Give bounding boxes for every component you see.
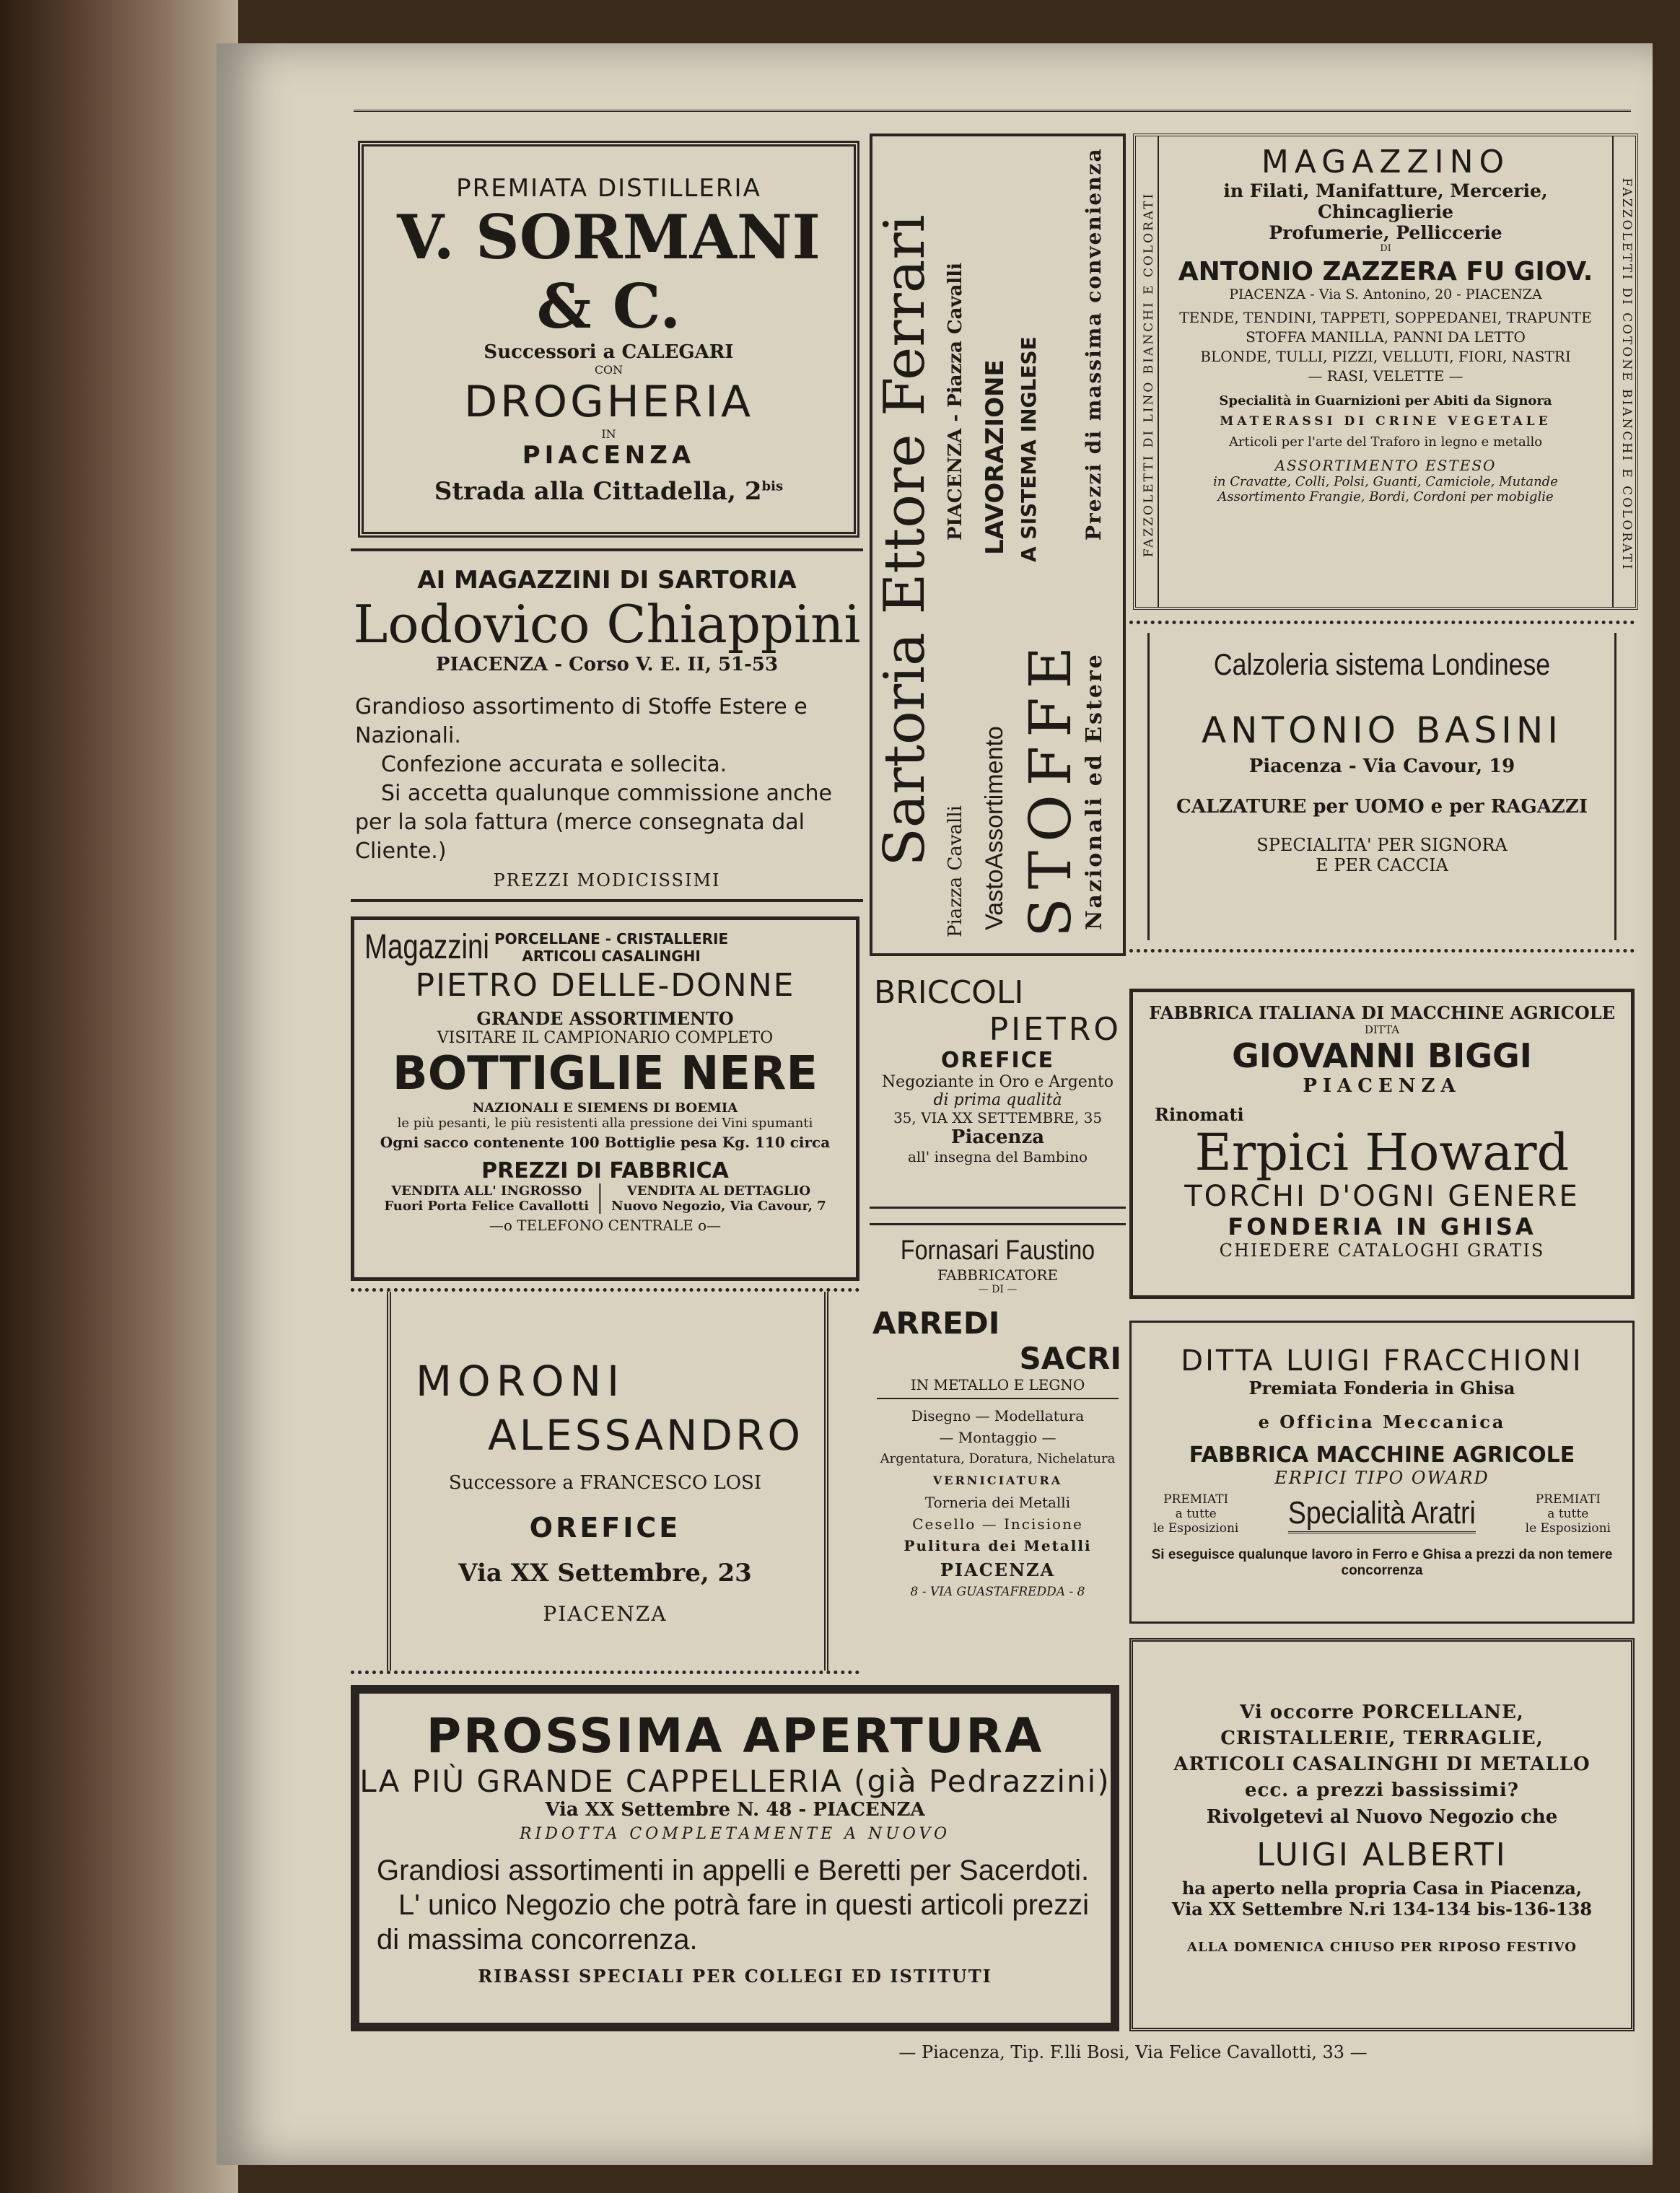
fornasari-line4: ARREDI (872, 1305, 1000, 1341)
zazzera-line2: in Filati, Manifatture, Mercerie, Chincaglierie (1223, 180, 1548, 222)
delledonne-line10: PREZZI DI FABBRICA (481, 1158, 729, 1183)
ad-biggi (1129, 989, 1635, 1299)
delledonne-line11a: VENDITA ALL' INGROSSO (391, 1183, 582, 1199)
moroni-line1: MORONI (416, 1357, 626, 1406)
fornasari-line13: Pulitura dei Metalli (904, 1537, 1092, 1554)
zazzera-line8: BLONDE, TULLI, PIZZI, VELLUTI, FIORI, NASTRI (1200, 348, 1571, 365)
biggi-line3: PIACENZA (1303, 1075, 1461, 1097)
biggi-line5: Erpici Howard (1194, 1123, 1570, 1182)
fornasari-line2: FABBRICATORE (937, 1266, 1058, 1284)
zazzera-line1: MAGAZZINO (1261, 144, 1510, 180)
fracchioni-line4: ERPICI TIPO OWARD (1274, 1468, 1489, 1488)
book-binding (0, 0, 238, 2193)
ad-briccoli (870, 967, 1126, 1209)
biggi-line4: Rinomati (1155, 1104, 1244, 1125)
moroni-line3: Successore a FRANCESCO LOSI (448, 1472, 762, 1494)
basini-line1: Calzoleria sistema Londinese (1213, 647, 1551, 681)
briccoli-line8: all' insegna del Bambino (907, 1148, 1088, 1165)
fracchioni-line1: Premiata Fonderia in Ghisa (1248, 1378, 1515, 1398)
chiappini-line1: AI MAGAZZINI DI SARTORIA (417, 566, 797, 595)
fornasari-line12: Cesello — Incisione (912, 1515, 1083, 1533)
fracchioni-pb-right: a tutte (1547, 1507, 1589, 1521)
delledonne-line4: GRANDE ASSORTIMENTO (476, 1008, 734, 1029)
zazzera-sideL: FAZZOLETTI DI LINO BIANCHI E COLORATI (1142, 191, 1156, 558)
ferrari-v6: A SISTEMA INGLESE (1017, 336, 1041, 562)
basini-line4: SPECIALITA' PER SIGNORA (1256, 835, 1508, 855)
fracchioni-pa-left: PREMIATI (1163, 1492, 1229, 1507)
basini-line2: Piacenza - Via Cavour, 19 (1248, 756, 1515, 777)
alberti-line3: ha aperto nella propria Casa in Piacenza, (1181, 1878, 1583, 1899)
zazzera-line4: DI (1380, 243, 1391, 254)
biggi-name: GIOVANNI BIGGI (1232, 1036, 1532, 1075)
zazzera-name: ANTONIO ZAZZERA FU GIOV. (1178, 257, 1593, 286)
ad-alberti (1129, 1638, 1635, 2031)
sormani-line5: IN (601, 427, 616, 441)
sormani-line7: Strada alla Cittadella, 2 (434, 477, 762, 506)
zazzera-line14: in Cravatte, Colli, Polsi, Guanti, Camiciole, Mutande (1213, 474, 1558, 489)
ad-cappelleria (351, 1685, 1119, 2031)
ferrari-v7: STOFFE (1017, 637, 1084, 937)
fornasari-line15: 8 - VIA GUASTAFREDDA - 8 (910, 1585, 1085, 1599)
cappelleria-line3: Via XX Settembre N. 48 - PIACENZA (545, 1799, 925, 1821)
sormani-line4: DROGHERIA (463, 377, 754, 427)
ferrari-v8: Prezzi di massima convenienza (1082, 147, 1106, 540)
ad-fracchioni (1129, 1321, 1635, 1624)
delledonne-line11b: Fuori Porta Felice Cavallotti (384, 1199, 590, 1214)
cappelleria-line5: Grandiosi assortimenti in appelli e Beretti per Sacerdoti. (377, 1855, 1090, 1886)
ad-ferrari (870, 133, 1126, 956)
briccoli-line2: PIETRO (989, 1011, 1121, 1048)
delledonne-line12a: VENDITA AL DETTAGLIO (626, 1183, 811, 1199)
fornasari-line5: SACRI (1019, 1341, 1121, 1376)
biggi-line2: DITTA (1364, 1023, 1400, 1036)
moroni-line6: PIACENZA (543, 1602, 668, 1626)
fracchioni-line6: Si eseguisce qualunque lavoro in Ferro e Ghisa a prezzi da non temere concorrenza (1151, 1547, 1613, 1578)
fornasari-line10: VERNICIATURA (932, 1474, 1063, 1487)
fornasari-line3: — DI — (978, 1284, 1018, 1295)
zazzera-line3: Profumerie, Pelliccerie (1269, 222, 1502, 243)
zazzera-line9: — RASI, VELETTE — (1308, 367, 1464, 385)
sormani-line2: Successori a CALEGARI (484, 341, 734, 363)
moroni-line4: OREFICE (529, 1512, 681, 1544)
fracchioni-pb-left: a tutte (1175, 1507, 1217, 1521)
cappelleria-line4: RIDOTTA COMPLETAMENTE A NUOVO (519, 1825, 950, 1843)
cappelleria-line7: RIBASSI SPECIALI PER COLLEGI ED ISTITUTI (478, 1966, 992, 1987)
zazzera-line7: STOFFA MANILLA, PANNI DA LETTO (1246, 328, 1526, 346)
ferrari-v4: VastoAssortimento (981, 726, 1008, 930)
ad-fornasari (870, 1223, 1126, 1671)
basini-line3: CALZATURE per UOMO e per RAGAZZI (1176, 796, 1588, 818)
briccoli-line6: 35, VIA XX SETTEMBRE, 35 (893, 1109, 1103, 1126)
chiappini-p3: Si accetta qualunque commissione anche per la sola fattura (merce consegnata dal Cliente.) (355, 781, 832, 864)
cappelleria-line2: LA PIÙ GRANDE CAPPELLERIA (già Pedrazzini) (359, 1764, 1111, 1799)
zazzera-line15: Assortimento Frangie, Bordi, Cordoni per mobiglie (1217, 489, 1554, 504)
ad-basini (1129, 621, 1635, 953)
fracchioni-line2: e Officina Meccanica (1258, 1411, 1506, 1432)
fornasari-line1: Fornasari Faustino (900, 1235, 1095, 1266)
newspaper-page (216, 43, 1653, 2165)
delledonne-line8: le più pesanti, le più resistenti alla pressione dei Vini spumanti (397, 1116, 813, 1131)
briccoli-line4: Negoziante in Oro e Argento (881, 1073, 1114, 1091)
fornasari-line8: — Montaggio — (939, 1429, 1056, 1446)
zazzera-line10: Specialità in Guarnizioni per Abiti da Signora (1219, 393, 1552, 408)
sormani-line6: PIACENZA (522, 441, 696, 470)
biggi-line8: CHIEDERE CATALOGHI GRATIS (1219, 1240, 1545, 1261)
alberti-name: LUIGI ALBERTI (1256, 1837, 1508, 1873)
sormani-line1: PREMIATA DISTILLERIA (456, 174, 761, 203)
delledonne-line6: BOTTIGLIE NERE (392, 1047, 818, 1100)
chiappini-p2: Confezione accurata e sollecita. (381, 752, 727, 777)
page-footer: — Piacenza, Tip. F.lli Bosi, Via Felice Cavallotti, 33 — (898, 2042, 1368, 2062)
fracchioni-name: DITTA LUIGI FRACCHIONI (1181, 1344, 1583, 1378)
cappelleria-line6: L' unico Negozio che potrà fare in questi articoli prezzi di massima concorrenza. (377, 1889, 1090, 1956)
biggi-line6: TORCHI D'OGNI GENERE (1184, 1180, 1580, 1213)
fracchioni-line5: Specialità Aratri (1288, 1495, 1476, 1533)
alberti-line2: Rivolgetevi al Nuovo Negozio che (1206, 1806, 1558, 1828)
fornasari-line7: Disegno — Modellatura (911, 1407, 1085, 1424)
alberti-line1: Vi occorre PORCELLANE, CRISTALLERIE, TERRAGLIE, ARTICOLI CASALINGHI DI METALLO ecc. a prezzi bassissimi? (1173, 1702, 1591, 1801)
biggi-line1: FABBRICA ITALIANA DI MACCHINE AGRICOLE (1149, 1002, 1615, 1023)
sormani-name: V. SORMANI & C. (397, 201, 821, 342)
fornasari-line14: PIACENZA (940, 1559, 1056, 1580)
zazzera-line12: Articoli per l'arte del Traforo in legno e metallo (1228, 434, 1543, 450)
moroni-line2: ALESSANDRO (488, 1411, 804, 1460)
delledonne-line13: —o TELEFONO CENTRALE o— (489, 1217, 722, 1234)
zazzera-line11: MATERASSI DI CRINE VEGETALE (1220, 414, 1552, 429)
delledonne-line9: Ogni sacco contenente 100 Bottiglie pesa Kg. 110 circa (380, 1134, 831, 1151)
fracchioni-pc-left: le Esposizioni (1153, 1521, 1239, 1536)
ad-sormani (358, 141, 859, 538)
delledonne-line3: ARTICOLI CASALINGHI (522, 947, 701, 965)
delledonne-line1: Magazzini (364, 928, 489, 966)
sormani-sup: bis (761, 478, 784, 494)
zazzera-sideR: FAZZOLETTI DI COTONE BIANCHI E COLORATI (1619, 178, 1634, 572)
zazzera-line6: TENDE, TENDINI, TAPPETI, SOPPEDANEI, TRAPUNTE (1179, 309, 1592, 326)
delledonne-name: PIETRO DELLE-DONNE (415, 967, 795, 1004)
alberti-line4: Via XX Settembre N.ri 134-134 bis-136-138 (1171, 1899, 1593, 1920)
ferrari-v5: LAVORAZIONE (981, 359, 1010, 555)
basini-name: ANTONIO BASINI (1201, 709, 1563, 751)
briccoli-line5: di prima qualità (933, 1091, 1062, 1109)
briccoli-line1: BRICCOLI (874, 974, 1024, 1011)
fracchioni-pa-right: PREMIATI (1535, 1492, 1601, 1507)
chiappini-name: Lodovico Chiappini (353, 594, 861, 655)
ferrari-v9: Nazionali ed Estere (1082, 652, 1107, 930)
alberti-line5: ALLA DOMENICA CHIUSO PER RIPOSO FESTIVO (1187, 1940, 1577, 1955)
zazzera-line13: ASSORTIMENTO ESTESO (1274, 457, 1497, 474)
chiappini-p1: Grandioso assortimento di Stoffe Estere e Nazionali. (355, 694, 808, 748)
biggi-line7: FONDERIA IN GHISA (1228, 1213, 1536, 1240)
fracchioni-line3: FABBRICA MACCHINE AGRICOLE (1189, 1443, 1575, 1468)
fornasari-line11: Torneria dei Metalli (924, 1494, 1071, 1511)
chiappini-addr: PIACENZA - Corso V. E. II, 51-53 (435, 654, 779, 675)
briccoli-line7: Piacenza (950, 1126, 1045, 1148)
ad-zazzera (1133, 133, 1638, 610)
top-rule (354, 110, 1631, 112)
cappelleria-line1: PROSSIMA APERTURA (426, 1708, 1044, 1764)
fornasari-line9: Argentatura, Doratura, Nichelatura (880, 1451, 1116, 1466)
ferrari-v2: Piazza Cavalli (945, 805, 966, 937)
delledonne-line12b: Nuovo Negozio, Via Cavour, 7 (611, 1199, 826, 1214)
ferrari-v1: Sartoria Ettore Ferrari (872, 214, 937, 867)
delledonne-line7: NAZIONALI E SIEMENS DI BOEMIA (472, 1100, 738, 1116)
ferrari-v3: PIACENZA - Piazza Cavalli (945, 262, 966, 540)
ad-moroni (351, 1288, 859, 1674)
fracchioni-pc-right: le Esposizioni (1525, 1521, 1611, 1536)
fornasari-line6: IN METALLO E LEGNO (877, 1376, 1119, 1399)
moroni-line5: Via XX Settembre, 23 (458, 1559, 752, 1588)
delledonne-line5: VISITARE IL CAMPIONARIO COMPLETO (437, 1029, 774, 1047)
briccoli-line3: OREFICE (940, 1048, 1055, 1073)
zazzera-line5: PIACENZA - Via S. Antonino, 20 - PIACENZA (1229, 286, 1542, 302)
basini-line5: E PER CACCIA (1316, 855, 1448, 875)
sormani-line3: CON (594, 363, 624, 377)
chiappini-p4: PREZZI MODICISSIMI (493, 870, 721, 890)
delledonne-line2: PORCELLANE - CRISTALLERIE (494, 929, 729, 947)
ad-chiappini (351, 548, 863, 902)
ad-delledonne (351, 916, 859, 1281)
